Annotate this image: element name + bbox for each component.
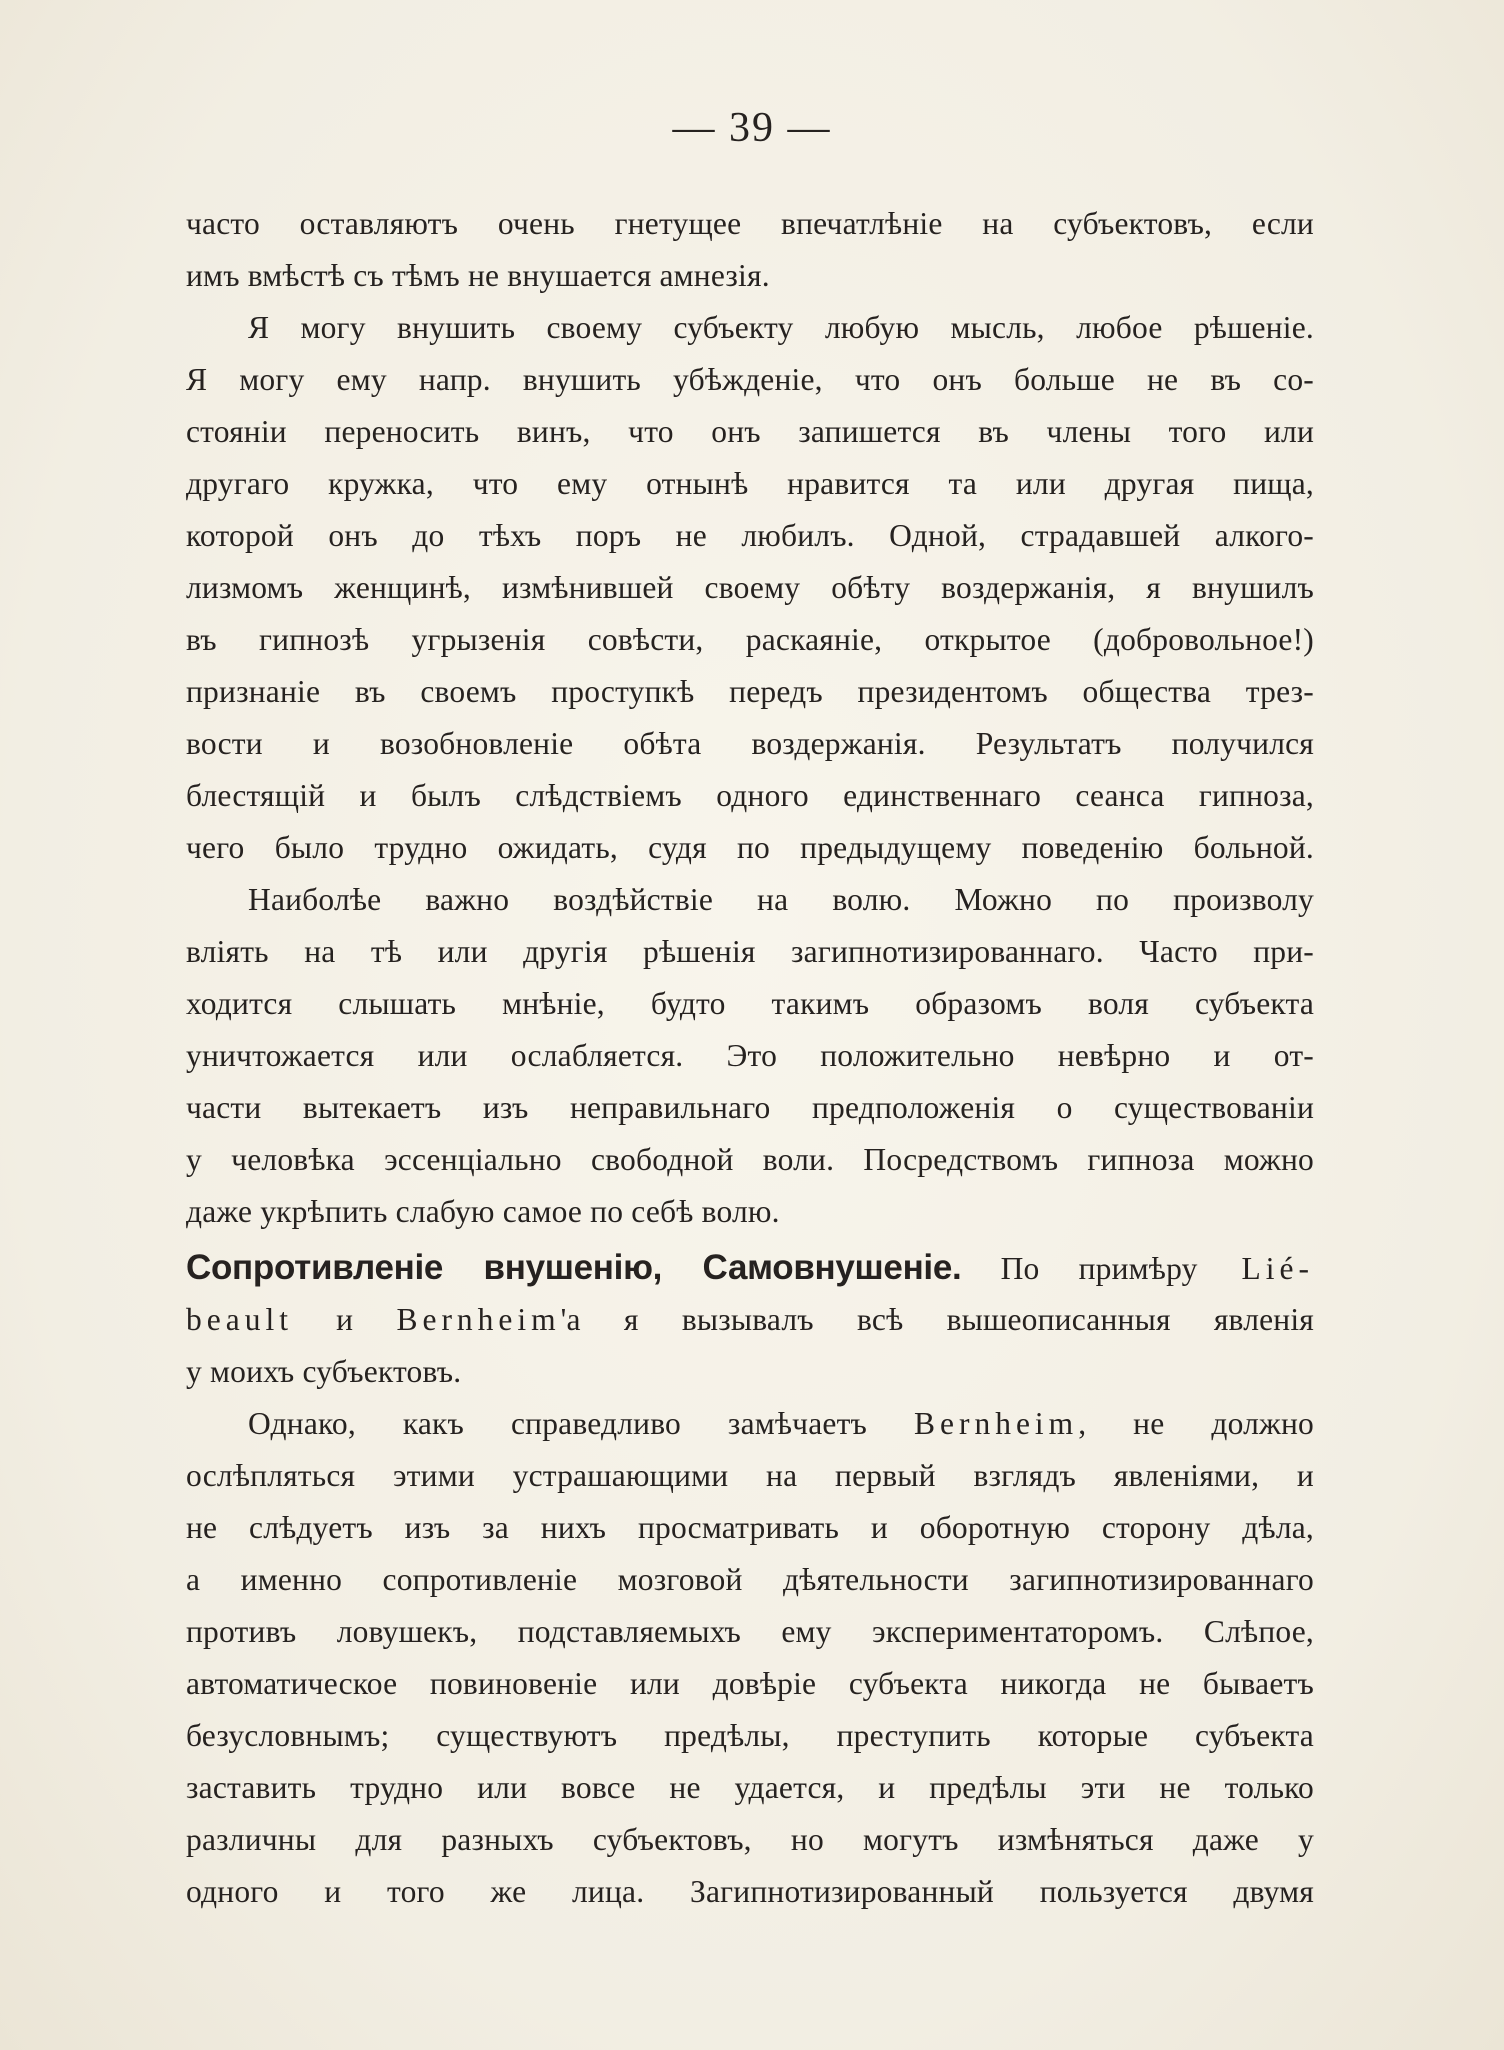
text-line: часто оставляютъ очень гнетущее впечатлѣніе на субъектовъ, если (186, 206, 1314, 241)
text-line: чего было трудно ожидать, судя по предыдущему поведенію больной. (186, 830, 1314, 865)
text-line: даже укрѣпить слабую самое по себѣ волю. (186, 1194, 780, 1229)
text-line (186, 1294, 1314, 1346)
text-line: противъ ловушекъ, подставляемыхъ ему экспериментаторомъ. Слѣпое, (186, 1614, 1314, 1649)
author-name: beault (186, 1302, 293, 1337)
text-line: лизмомъ женщинѣ, измѣнившей своему обѣту воздержанія, я внушилъ (186, 570, 1314, 605)
page-number: — 39 — (672, 105, 832, 151)
author-name: Lié- (1197, 1251, 1315, 1286)
text-line: заставить трудно или вовсе не удается, и предѣлы эти не только (186, 1770, 1314, 1805)
text-span: По примѣру (961, 1251, 1198, 1286)
section-heading-line (186, 1242, 1314, 1294)
text-line (186, 1398, 1314, 1450)
text-line: уничтожается или ослабляется. Это положительно невѣрно и от- (186, 1038, 1314, 1073)
text-line: имъ вмѣстѣ съ тѣмъ не внушается амнезія. (186, 258, 770, 293)
text-line: ослѣпляться этими устрашающими на первый взглядъ явленіями, и (186, 1458, 1314, 1493)
text-line: Я могу ему напр. внушить убѣжденіе, что онъ больше не въ со- (186, 362, 1314, 397)
text-line: признаніе въ своемъ проступкѣ передъ президентомъ общества трез- (186, 674, 1314, 709)
text-span: и (292, 1302, 397, 1337)
text-line: автоматическое повиновеніе или довѣріе субъекта никогда не бываетъ (186, 1666, 1314, 1701)
text-line: другаго кружка, что ему отнынѣ нравится та или другая пища, (186, 466, 1314, 501)
text-line: безусловнымъ; существуютъ предѣлы, преступить которые субъекта (186, 1718, 1314, 1753)
text-line: Я могу внушить своему субъекту любую мысль, любое рѣшеніе. (248, 310, 1314, 345)
text-span: , не должно (1078, 1406, 1314, 1441)
text-line: части вытекаетъ изъ неправильнаго предположенія о существованіи (186, 1090, 1314, 1125)
text-line: а именно сопротивленіе мозговой дѣятельности загипнотизированнаго (186, 1562, 1314, 1597)
author-name: Bernheim (913, 1406, 1079, 1441)
author-name: Bernheim (396, 1302, 561, 1337)
text-line: стояніи переносить винъ, что онъ запишется въ члены того или (186, 414, 1314, 449)
section-heading: Сопротивленіе внушенію, Самовнушеніе. (186, 1248, 962, 1287)
text-line: въ гипнозѣ угрызенія совѣсти, раскаяніе, открытое (добровольное!) (186, 622, 1314, 657)
body-text (186, 198, 1314, 1918)
text-line: ходится слышать мнѣніе, будто такимъ образомъ воля субъекта (186, 986, 1314, 1021)
text-line: одного и того же лица. Загипнотизированный пользуется двумя (186, 1874, 1314, 1909)
text-line: у моихъ субъектовъ. (186, 1354, 462, 1389)
text-line: не слѣдуетъ изъ за нихъ просматривать и оборотную сторону дѣла, (186, 1510, 1314, 1545)
text-line: у человѣка эссенціально свободной воли. Посредствомъ гипноза можно (186, 1142, 1314, 1177)
text-line: которой онъ до тѣхъ поръ не любилъ. Одной, страдавшей алкого- (186, 518, 1314, 553)
text-span: 'а я вызывалъ всѣ вышеописанныя явленія (560, 1302, 1314, 1337)
text-span: Однако, какъ справедливо замѣчаетъ (248, 1406, 914, 1441)
text-line: блестящій и былъ слѣдствіемъ одного единственнаго сеанса гипноза, (186, 778, 1314, 813)
text-line: вости и возобновленіе обѣта воздержанія. Результатъ получился (186, 726, 1314, 761)
text-line: вліять на тѣ или другія рѣшенія загипнотизированнаго. Часто при- (186, 934, 1314, 969)
text-line: различны для разныхъ субъектовъ, но могутъ измѣняться даже у (186, 1822, 1314, 1857)
text-line: Наиболѣе важно воздѣйствіе на волю. Можно по произволу (248, 882, 1314, 917)
